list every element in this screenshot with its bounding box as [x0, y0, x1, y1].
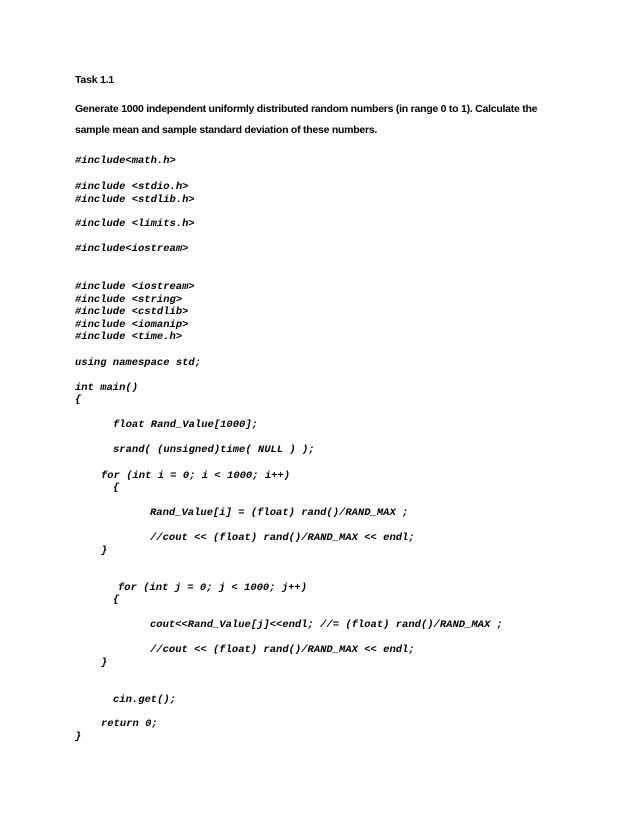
code-line: cout<<Rand_Value[j]<<endl; //= (float) rand()/RAND_MAX ; — [150, 619, 503, 631]
code-line: int main() — [75, 382, 139, 394]
code-line: float Rand_Value[1000]; — [113, 419, 258, 431]
code-line: cin.get(); — [113, 694, 177, 706]
code-line: #include <limits.h> — [75, 218, 195, 230]
code-line: { — [113, 482, 120, 494]
task-heading: Task 1.1 — [75, 74, 115, 86]
code-line: for (int j = 0; j < 1000; j++) — [118, 582, 308, 594]
code-line: } — [75, 731, 82, 743]
code-line: srand( (unsigned)time( NULL ) ); — [113, 444, 315, 456]
code-line: #include <iostream> — [75, 281, 195, 293]
code-line: //cout << (float) rand()/RAND_MAX << endl; — [150, 532, 415, 544]
task-description — [75, 99, 555, 141]
code-line: } — [101, 657, 108, 669]
code-line: { — [113, 594, 120, 606]
code-line: #include<math.h> — [75, 155, 176, 167]
code-line: Rand_Value[i] = (float) rand()/RAND_MAX ; — [150, 507, 409, 519]
code-line: #include <iomanip> — [75, 319, 189, 331]
code-line: #include <stdio.h> — [75, 181, 189, 193]
code-line: } — [101, 545, 108, 557]
code-line: using namespace std; — [75, 357, 202, 369]
code-line: #include <time.h> — [75, 331, 183, 343]
code-line: { — [75, 394, 82, 406]
code-line: #include <cstdlib> — [75, 306, 189, 318]
code-line: #include<iostream> — [75, 243, 189, 255]
description-line-1: Generate 1000 independent uniformly distributed random numbers (in range 0 to 1). Calculate the — [75, 103, 538, 115]
code-line: #include <stdlib.h> — [75, 194, 195, 206]
code-line: #include <string> — [75, 294, 183, 306]
code-line: return 0; — [101, 718, 158, 730]
code-line: for (int i = 0; i < 1000; i++) — [101, 470, 291, 482]
description-line-2: sample mean and sample standard deviation of these numbers. — [75, 124, 378, 136]
code-line: //cout << (float) rand()/RAND_MAX << endl; — [150, 644, 415, 656]
